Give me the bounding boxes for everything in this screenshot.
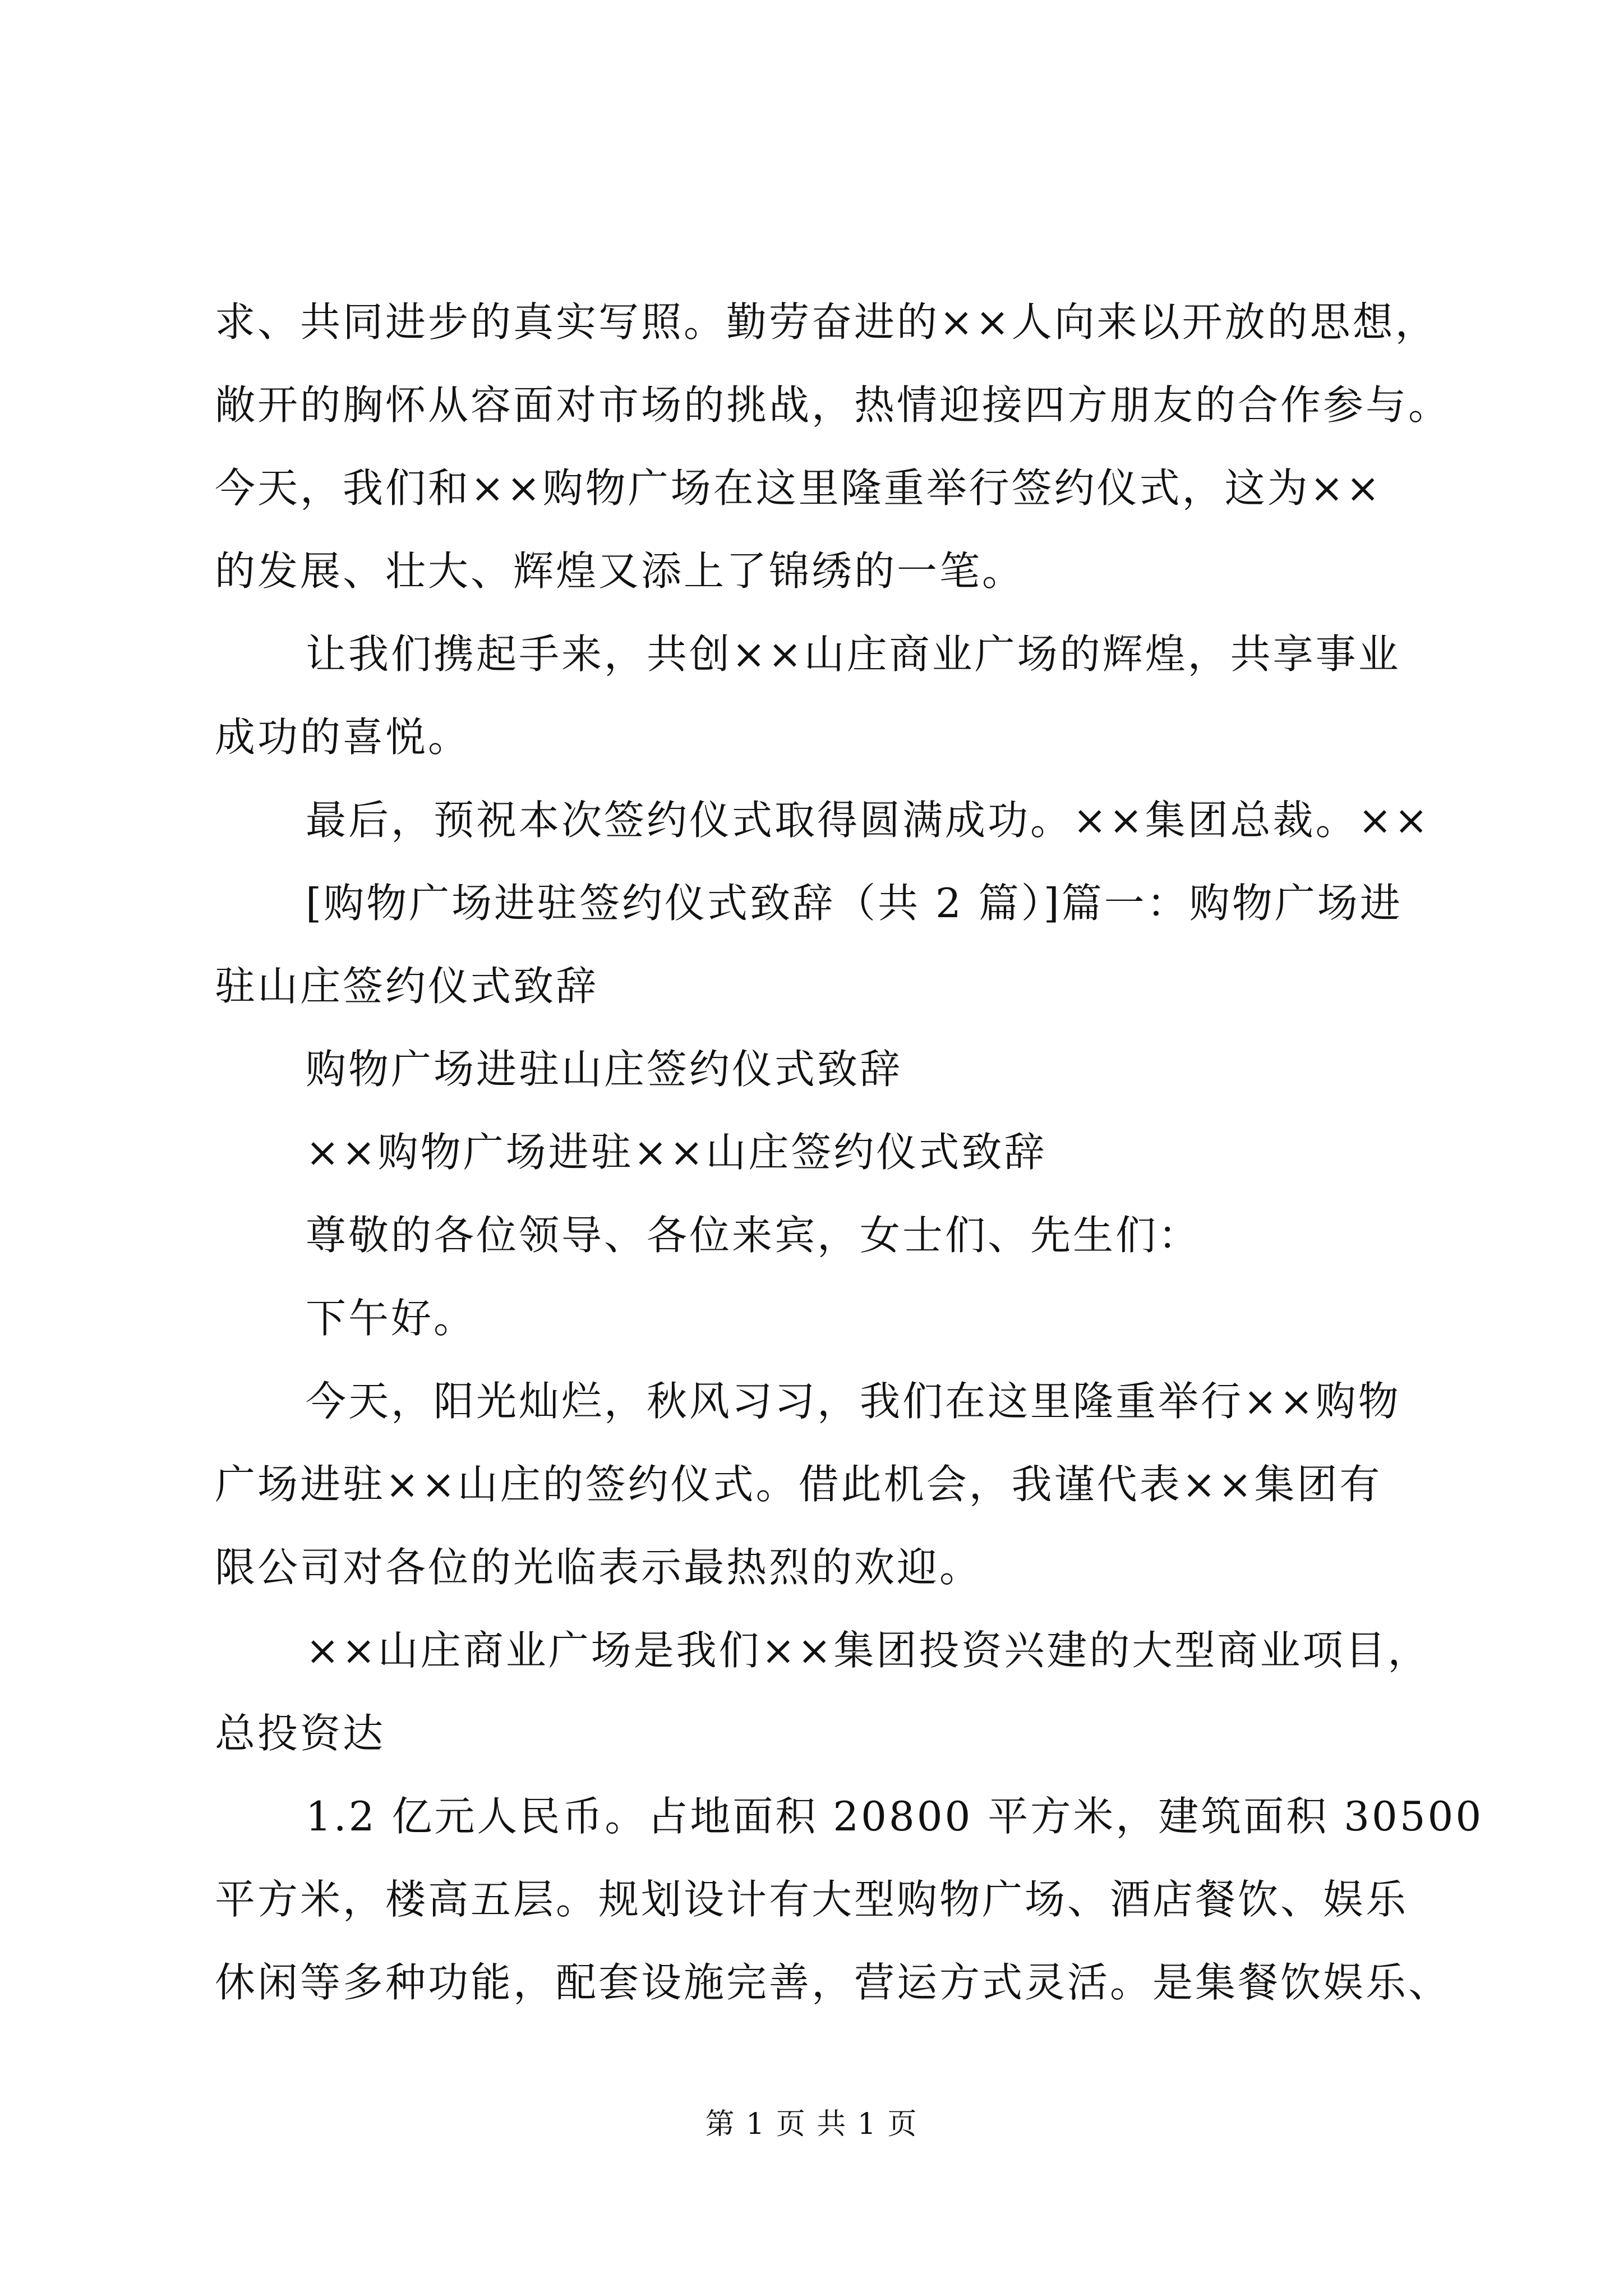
text-line: 成功的喜悦。: [215, 714, 471, 761]
text-line: 平方米，楼高五层。规划设计有大型购物广场、酒店餐饮、娱乐: [215, 1876, 1409, 1923]
text-line: 求、共同进步的真实写照。勤劳奋进的××人向来以开放的思想，: [215, 298, 1438, 346]
text-line: 敞开的胸怀从容面对市场的挑战，热情迎接四方朋友的合作参与。: [215, 381, 1451, 429]
greeting: 下午好。: [306, 1295, 477, 1342]
section-heading-continued: 驻山庄签约仪式致辞: [215, 963, 599, 1010]
text-line: 广场进驻××山庄的签约仪式。借此机会，我谨代表××集团有: [215, 1461, 1382, 1508]
document-body: [215, 280, 1482, 2024]
paragraph-start: 1.2 亿元人民币。占地面积 20800 平方米，建筑面积 30500: [306, 1793, 1484, 1840]
paragraph-start: 最后，预祝本次签约仪式取得圆满成功。××集团总裁。××: [306, 797, 1431, 844]
text-line: 总投资达: [215, 1710, 386, 1757]
text-line: 今天，我们和××购物广场在这里隆重举行签约仪式，这为××: [215, 464, 1382, 512]
paragraph-start: 今天，阳光灿烂，秋风习习，我们在这里隆重举行××购物: [306, 1378, 1401, 1425]
text-line: 休闲等多种功能，配套设施完善，营运方式灵活。是集餐饮娱乐、: [215, 1959, 1451, 2006]
salutation: 尊敬的各位领导、各位来宾，女士们、先生们：: [306, 1212, 1201, 1259]
text-line: 限公司对各位的光临表示最热烈的欢迎。: [215, 1544, 983, 1591]
paragraph-start: 让我们携起手来，共创××山庄商业广场的辉煌，共享事业: [306, 631, 1401, 678]
section-heading: [购物广场进驻签约仪式致辞（共 2 篇）]篇一：购物广场进: [306, 880, 1403, 927]
paragraph-start: ××山庄商业广场是我们××集团投资兴建的大型商业项目，: [306, 1627, 1431, 1674]
page-number-footer: 第 1 页 共 1 页: [705, 2108, 918, 2141]
text-line: 的发展、壮大、辉煌又添上了锦绣的一笔。: [215, 547, 1025, 595]
speech-subtitle: ××购物广场进驻××山庄签约仪式致辞: [306, 1129, 1047, 1176]
speech-title: 购物广场进驻山庄签约仪式致辞: [306, 1046, 903, 1093]
